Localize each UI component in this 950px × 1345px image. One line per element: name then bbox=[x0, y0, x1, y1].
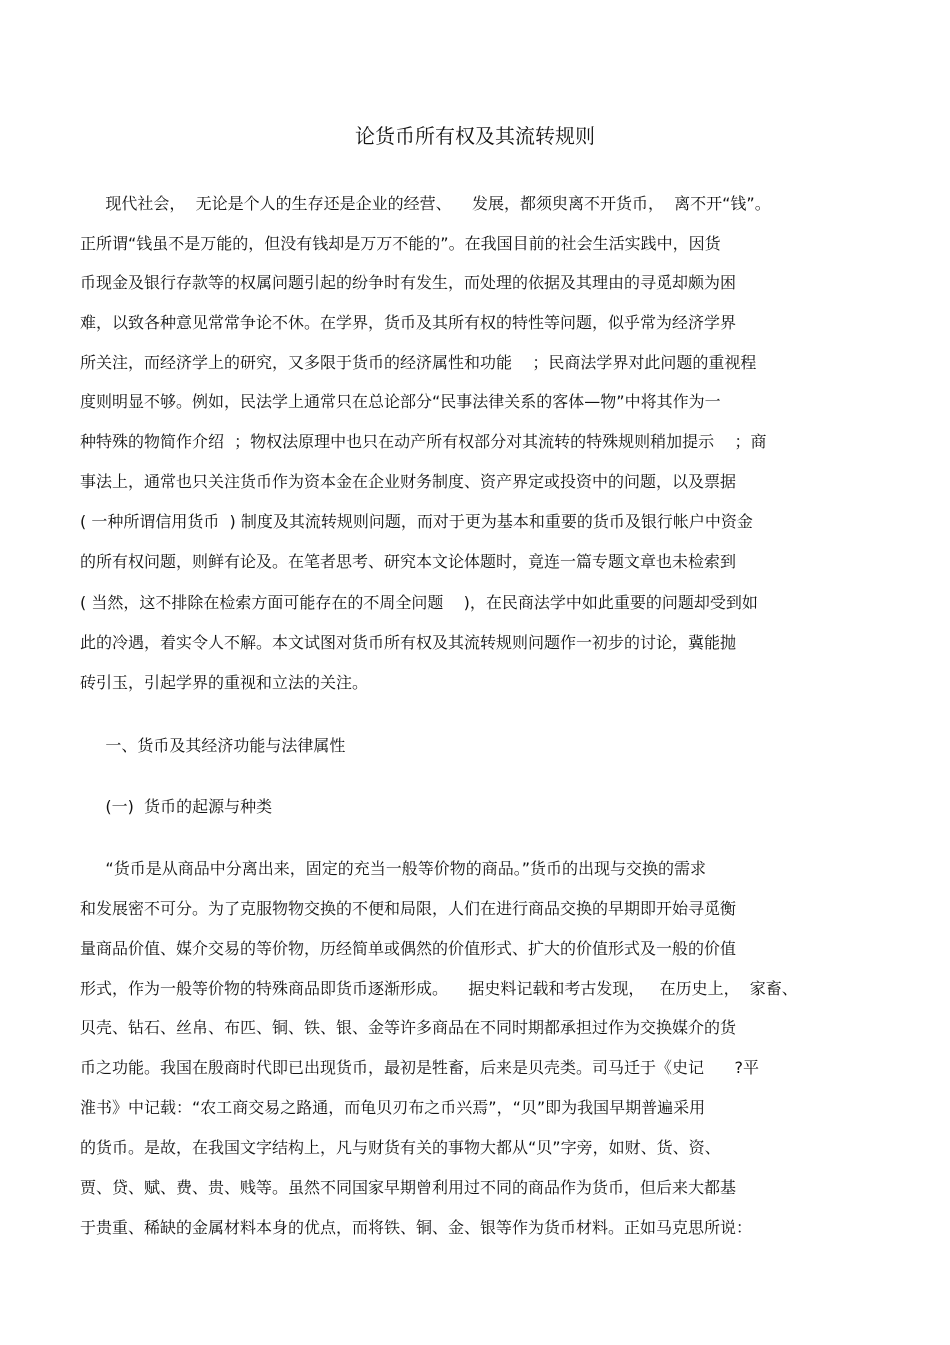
intro-line: 的所有权问题，则鲜有论及。在笔者思考、研究本文论体题时，竟连一篇专题文章也未检索到 bbox=[80, 552, 737, 571]
body-line: 于贵重、稀缺的金属材料本身的优点，而将铁、铜、金、银等作为货币材料。正如马克思所说： bbox=[80, 1218, 753, 1237]
body-line: 的货币。是故，在我国文字结构上，凡与财货有关的事物大都从“贝”字旁，如财、货、资、 bbox=[80, 1138, 721, 1157]
document-title: 论货币所有权及其流转规则 bbox=[355, 124, 595, 148]
body-line: 贾、贷、赋、费、贵、贱等。虽然不同国家早期曾利用过不同的商品作为货币，但后来大都基 bbox=[80, 1178, 737, 1197]
body-line: 币之功能。我国在殷商时代即已出现货币，最初是牲畜，后来是贝壳类。司马迁于《史记 ?平 bbox=[80, 1058, 760, 1077]
intro-line: ( 当然，这不排除在检索方面可能存在的不周全问题 )，在民商法学中如此重要的问题却受到如 bbox=[80, 593, 758, 612]
intro-line: 现代社会， 无论是个人的生存还是企业的经营、 发展，都须臾离不开货币， 离不开“钱”。 bbox=[80, 194, 771, 213]
body-line: 和发展密不可分。为了克服物物交换的不便和局限，人们在进行商品交换的早期即开始寻觅衡 bbox=[80, 899, 737, 918]
section-heading: 一、货币及其经济功能与法律属性 bbox=[80, 736, 346, 755]
subsection-heading: (一) 货币的起源与种类 bbox=[80, 797, 273, 816]
intro-line: 种特殊的物简作介绍 ；物权法原理中也只在动产所有权部分对其流转的特殊规则稍加提示 ；商 bbox=[80, 432, 767, 451]
intro-line: 度则明显不够。例如，民法学上通常只在总论部分“民事法律关系的客体—物”中将其作为一 bbox=[80, 392, 721, 411]
body-line: “货币是从商品中分离出来，固定的充当一般等价物的商品。”货币的出现与交换的需求 bbox=[80, 859, 707, 878]
intro-line: 难，以致各种意见常常争论不休。在学界，货币及其所有权的特性等问题，似乎常为经济学界 bbox=[80, 313, 737, 332]
intro-line: 此的冷遇，着实令人不解。本文试图对货币所有权及其流转规则问题作一初步的讨论，冀能抛 bbox=[80, 633, 737, 652]
body-line: 形式，作为一般等价物的特殊商品即货币逐渐形成。 据史料记载和考古发现， 在历史上， 家畜、 bbox=[80, 979, 798, 998]
body-line: 淮书》中记载：“农工商交易之路通，而龟贝刃布之币兴焉”，“贝”即为我国早期普遍采用 bbox=[80, 1098, 706, 1117]
intro-line: 正所谓“钱虽不是万能的，但没有钱却是万万不能的”。在我国目前的社会生活实践中，因货 bbox=[80, 234, 721, 253]
intro-line: 币现金及银行存款等的权属问题引起的纷争时有发生，而处理的依据及其理由的寻觅却颇为困 bbox=[80, 273, 737, 292]
intro-line: ( 一种所谓信用货币 ) 制度及其流转规则问题，而对于更为基本和重要的货币及银行帐户中资金 bbox=[80, 512, 753, 531]
intro-line: 砖引玉，引起学界的重视和立法的关注。 bbox=[80, 673, 369, 692]
intro-line: 事法上，通常也只关注货币作为资本金在企业财务制度、资产界定或投资中的问题，以及票据 bbox=[80, 472, 737, 491]
intro-line: 所关注，而经济学上的研究，又多限于货币的经济属性和功能 ；民商法学界对此问题的重视程 bbox=[80, 353, 757, 372]
body-line: 贝壳、钻石、丝帛、布匹、铜、铁、银、金等许多商品在不同时期都承担过作为交换媒介的货 bbox=[80, 1018, 737, 1037]
body-line: 量商品价值、媒介交易的等价物，历经简单或偶然的价值形式、扩大的价值形式及一般的价值 bbox=[80, 939, 737, 958]
